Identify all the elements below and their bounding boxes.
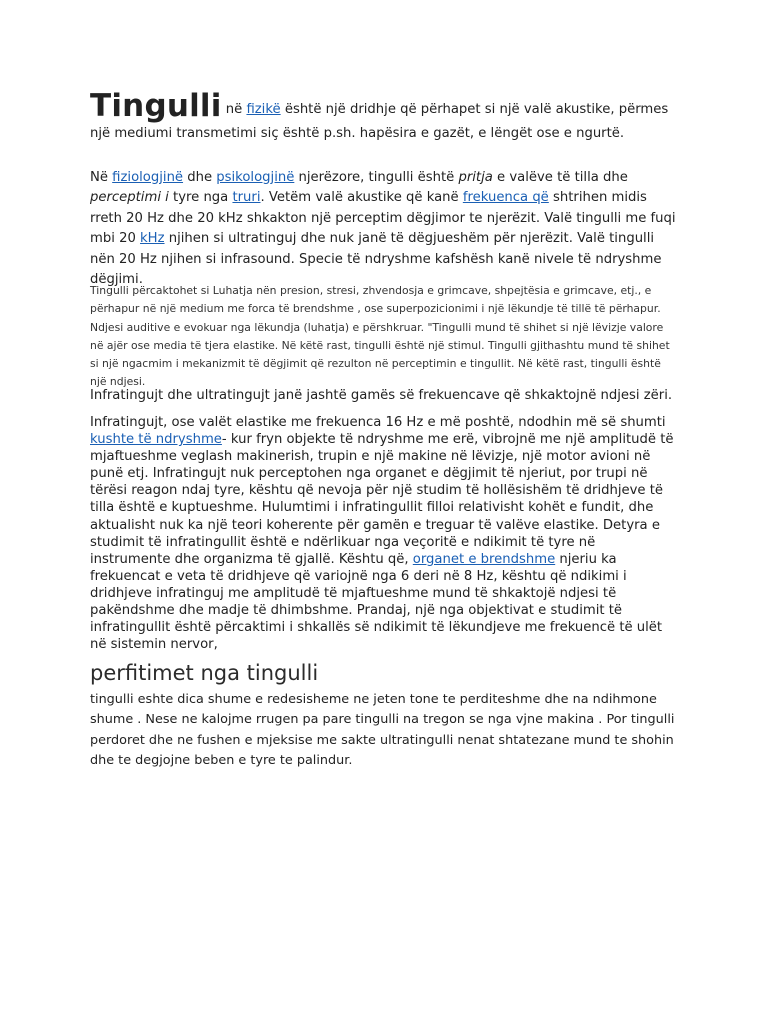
link-khz[interactable]: kHz <box>140 231 165 247</box>
link-organet-e-brendshme[interactable]: organet e brendshme <box>412 551 556 567</box>
link-frekuenca[interactable]: frekuenca që <box>462 190 549 206</box>
link-truri[interactable]: truri <box>232 190 261 206</box>
definition-paragraph: Tingulli përcaktohet si Luhatja nën presion, stresi, zhvendosja e grimcave, shpejtësia e grimcave, etj., e përhapur në një medium me forca të brendshme , ose superpozicionimi i një lëkundje të tillë të përhapur. Ndjesi auditive e evokuar nga lëkundja (luhatja) e përshkruar. "Tingulli mund të shihet si një lëvizje valore në ajër ose media të tjera elastike. Në këtë rast, tingulli është një stimul. Tingulli gjithashtu mund të shihet si një ngacmim i mekanizmit të dëgjimit që rezulton në perceptimin e tingullit. Në këtë rast, tingulli është një ndjesi. <box>90 284 670 389</box>
benefits-paragraph: tingulli eshte dica shume e redesisheme ne jeten tone te perditeshme dhe na ndihmone shume . Nese ne kalojme rrugen pa pare tingulli na tregon se nga vjne makina . Por tingulli perdoret dhe ne fushen e mjeksise me sakte ultratingulli nenat shtatezane mund te shohin dhe te degjojne beben e tyre te palindur. <box>90 692 675 769</box>
document-title: Tingulli <box>90 88 222 124</box>
section-heading: perfitimet nga tingulli <box>90 661 319 685</box>
link-psikologjine[interactable]: psikologjinë <box>216 170 295 185</box>
link-fizike[interactable]: fizikë <box>246 102 281 117</box>
infrasound-summary-paragraph: Infratingujt dhe ultratingujt janë jashtë gamës së frekuencave që shkaktojnë ndjesi zëri. <box>90 388 673 403</box>
link-fiziologjine[interactable]: fiziologjinë <box>112 170 184 185</box>
intro-paragraph: Tingulli në fizikë është një dridhje që përhapet si një valë akustike, përmes një mediumi transmetimi siç është p.sh. hapësira e gazët, e lëngët ose e ngurtë. <box>90 88 669 141</box>
physiology-paragraph: Në fiziologjinë dhe psikologjinë njerëzore, tingulli është pritja e valëve të tilla dhe perceptimi i tyre nga truri. Vetëm valë akustike që kanë frekuenca që shtrihen midis rreth 20 Hz dhe 20 kHz shkakton një perceptim dëgjimor te njerëzit. Valë tingulli me fuqi mbi 20 kHz njihen si ultratinguj dhe nuk janë të dëgjueshëm për njerëzit. Valë tingulli nën 20 Hz njihen si infrasound. Specie të ndryshme kafshësh kanë nivele të ndryshme dëgjimi. <box>90 170 676 288</box>
infrasound-paragraph: Infratingujt, ose valët elastike me frekuenca 16 Hz e më poshtë, ndodhin më së shumti kushte të ndryshme- kur fryn objekte të ndryshme me erë, vibrojnë me një amplitudë të mjaftueshme veglash makinerish, trupin e një makine në lëvizje, një motor avioni në punë etj. Infratingujt nuk perceptohen nga organet e dëgjimit të njeriut, por trupi në tërësi reagon ndaj tyre, kështu që nevoja për një studim të hollësishëm të dridhjeve të tilla është e kuptueshme. Hulumtimi i infratingullit filloi relativisht kohët e fundit, dhe aktualisht nuk ka një teori koherente për gamën e treguar të valëve elastike. Detyra e studimit të infratingullit është e ndërlikuar nga veçoritë e ndikimit të tyre në instrumente dhe organizma të gjallë. Kështu që, organet e brendshme njeriu ka frekuencat e veta të dridhjeve që variojnë nga 6 deri në 8 Hz, kështu që ndikimi i dridhjeve infratinguj me amplitudë të mjaftueshme mund të shkaktojë ndjesi të pakëndshme dhe madje të dhimbshme. Prandaj, një nga objektivat e studimit të infratingullit është përcaktimi i shkallës së ndikimit të lëkundjeve me frekuencë të ulët në sistemin nervor, <box>90 415 674 653</box>
link-kushte-te-ndryshme[interactable]: kushte të ndryshme <box>90 432 222 448</box>
em-pritja: pritja <box>458 170 493 185</box>
em-perceptimi: perceptimi i <box>90 190 169 206</box>
